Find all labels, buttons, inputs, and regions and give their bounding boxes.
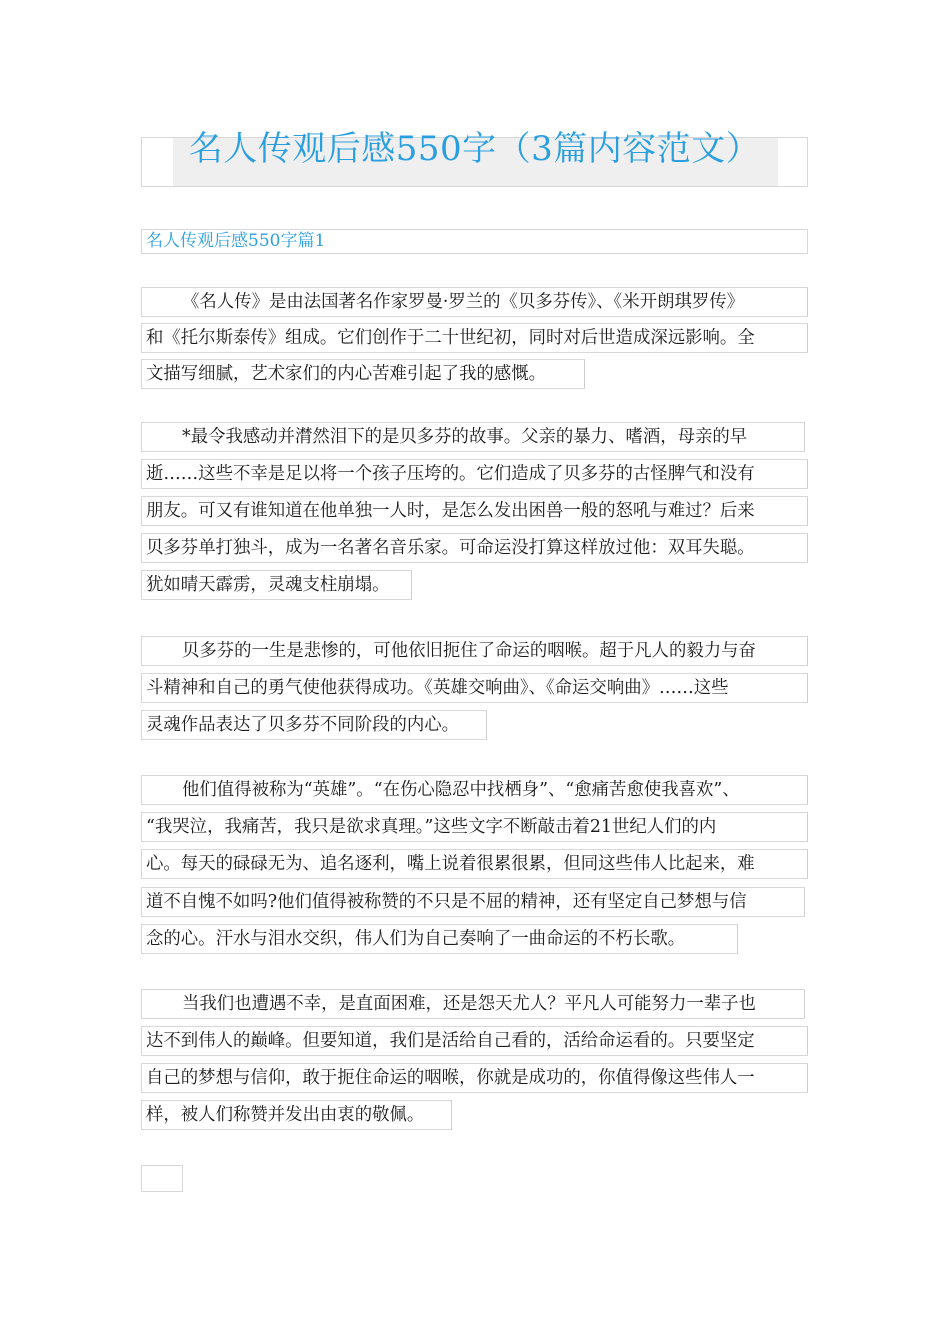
paragraph-line: 逝……这些不幸是足以将一个孩子压垮的。它们造成了贝多芬的古怪脾气和没有: [141, 459, 808, 489]
paragraph-line: 朋友。可又有谁知道在他单独一人时，是怎么发出困兽一般的怒吼与难过？后来: [141, 496, 808, 526]
paragraph-line: 和《托尔斯泰传》组成。它们创作于二十世纪初，同时对后世造成深远影响。全: [141, 323, 808, 353]
paragraph-line: 贝多芬单打独斗，成为一名著名音乐家。可命运没打算这样放过他：双耳失聪。: [141, 533, 808, 563]
empty-paragraph-frame: [141, 1165, 183, 1192]
document-title: 名人传观后感550字（3篇内容范文）: [188, 129, 761, 169]
paragraph-line: 当我们也遭遇不幸，是直面困难，还是怨天尤人？平凡人可能努力一辈子也: [141, 989, 805, 1019]
paragraph-line: 自己的梦想与信仰，敢于扼住命运的咽喉，你就是成功的，你值得像这些伟人一: [141, 1063, 808, 1093]
paragraph-line: 样，被人们称赞并发出由衷的敬佩。: [141, 1100, 452, 1130]
section-heading: 名人传观后感550字篇1: [141, 229, 808, 254]
paragraph-line: 他们值得被称为“英雄”。“在伤心隐忍中找栖身”、“愈痛苦愈使我喜欢”、: [141, 775, 808, 805]
paragraph-line: 犹如晴天霹雳，灵魂支柱崩塌。: [141, 570, 412, 600]
paragraph-line: 贝多芬的一生是悲惨的，可他依旧扼住了命运的咽喉。超于凡人的毅力与奋: [141, 636, 808, 666]
paragraph-line: 道不自愧不如吗?他们值得被称赞的不只是不屈的精神，还有坚定自己梦想与信: [141, 887, 805, 917]
paragraph-line: 斗精神和自己的勇气使他获得成功。《英雄交响曲》、《命运交响曲》……这些: [141, 673, 808, 703]
paragraph-line: *最令我感动并潸然泪下的是贝多芬的故事。父亲的暴力、嗜酒，母亲的早: [141, 422, 805, 452]
paragraph-line: 《名人传》是由法国著名作家罗曼·罗兰的《贝多芬传》、《米开朗琪罗传》: [141, 287, 808, 317]
paragraph-line: “我哭泣，我痛苦，我只是欲求真理。”这些文字不断敲击着21世纪人们的内: [141, 812, 808, 842]
paragraph-line: 灵魂作品表达了贝多芬不同阶段的内心。: [141, 710, 487, 740]
paragraph-line: 念的心。汗水与泪水交织，伟人们为自己奏响了一曲命运的不朽长歌。: [141, 924, 738, 954]
paragraph-line: 文描写细腻，艺术家们的内心苦难引起了我的感慨。: [141, 359, 585, 389]
paragraph-line: 心。每天的碌碌无为、追名逐利，嘴上说着很累很累，但同这些伟人比起来，难: [141, 849, 808, 879]
paragraph-line: 达不到伟人的巅峰。但要知道，我们是活给自己看的，活给命运看的。只要坚定: [141, 1026, 808, 1056]
